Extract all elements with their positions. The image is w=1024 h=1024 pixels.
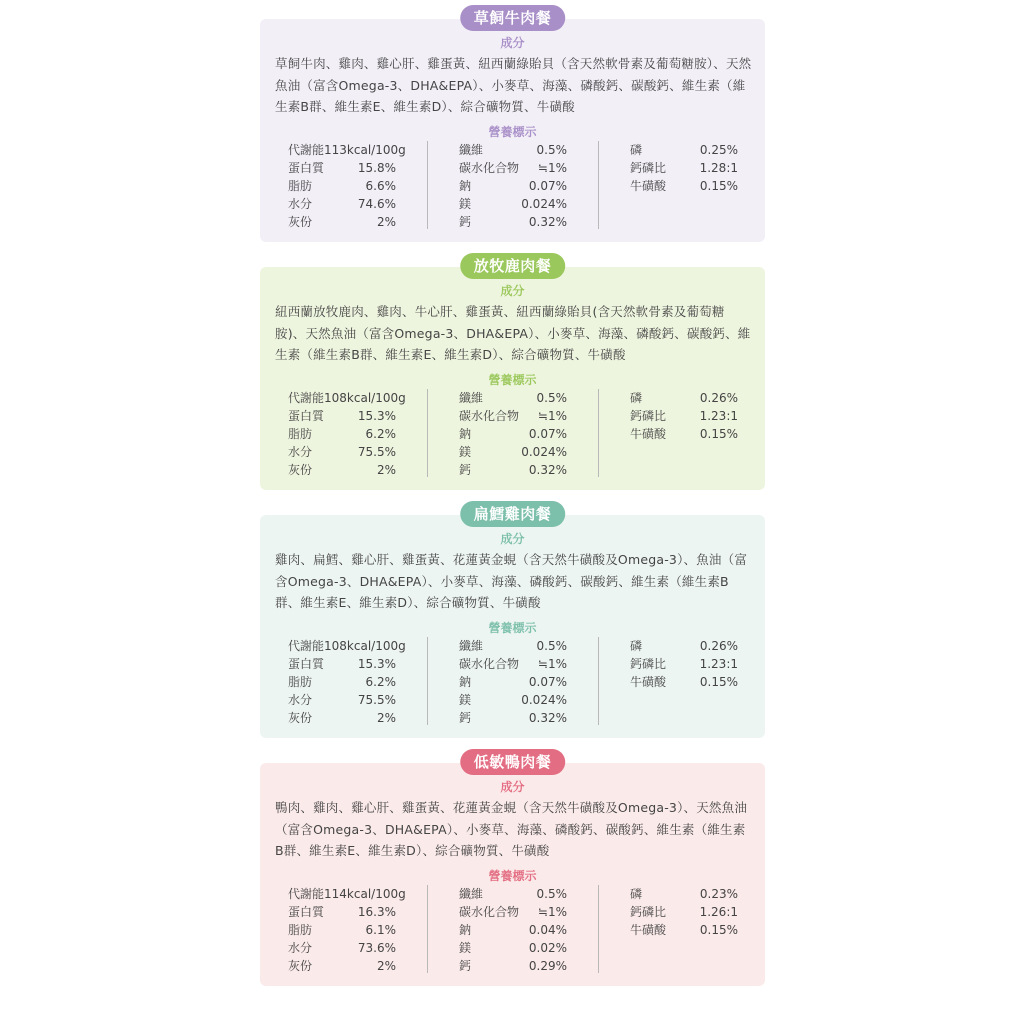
nutrient-name: 蛋白質 — [288, 905, 325, 919]
ingredients-text: 雞肉、扁鱈、雞心肝、雞蛋黃、花蓮黃金蜆（含天然牛磺酸及Omega-3）、魚油（富含Omega-3、DHA&EPA）、小麥草、海藻、磷酸鈣、碳酸鈣、維生素（維生素B群、維生素E、維生素D）、綜合礦物質、牛磺酸 — [275, 552, 748, 610]
nutrient-value: 114kcal/100g — [324, 887, 406, 901]
nutrient-value: 73.6% — [357, 941, 396, 955]
nutrient-value: 108kcal/100g — [324, 639, 406, 653]
nutrient-value: 0.15% — [699, 179, 738, 193]
nutrient-name: 纖維 — [459, 887, 484, 901]
nutrition-row — [288, 159, 396, 177]
product-title: 扁鱈雞肉餐 — [460, 501, 566, 527]
ingredients-text: 鴨肉、雞肉、雞心肝、雞蛋黃、花蓮黃金蜆（含天然牛磺酸及Omega-3）、天然魚油（富含Omega-3、DHA&EPA）、小麥草、海藻、磷酸鈣、碳酸鈣、維生素（維生素B群、維生素E、維生素D）、綜合礦物質、牛磺酸 — [275, 800, 748, 858]
nutrition-row — [459, 141, 567, 159]
nutrient-value: 0.23% — [699, 887, 738, 901]
nutrient-value: 6.2% — [365, 427, 396, 441]
nutrient-name: 纖維 — [459, 639, 484, 653]
nutrition-row — [459, 673, 567, 691]
nutrient-name: 牛磺酸 — [630, 923, 667, 937]
nutrient-name: 脂肪 — [288, 427, 313, 441]
nutrient-value: 0.5% — [536, 143, 567, 157]
nutrition-row — [630, 885, 738, 903]
nutrient-value: 0.26% — [699, 639, 738, 653]
nutrition-row — [288, 673, 396, 691]
nutrition-column-1 — [288, 637, 406, 727]
nutrient-value: 0.024% — [521, 693, 567, 707]
nutrition-column-3 — [630, 885, 738, 939]
product-title: 低敏鴨肉餐 — [460, 749, 566, 775]
nutrition-row — [630, 637, 738, 655]
nutrient-value: 0.024% — [521, 445, 567, 459]
nutrition-row — [630, 903, 738, 921]
nutrition-row — [630, 921, 738, 939]
nutrient-name: 脂肪 — [288, 179, 313, 193]
nutrition-heading: 營養標示 — [488, 621, 537, 635]
nutrient-name: 鈣 — [459, 711, 472, 725]
nutrient-value: 0.15% — [699, 427, 738, 441]
nutrient-name: 灰份 — [288, 215, 313, 229]
nutrient-value: 74.6% — [357, 197, 396, 211]
column-divider — [598, 637, 599, 725]
nutrient-name: 鎂 — [459, 197, 472, 211]
nutrition-row — [459, 195, 567, 213]
nutrient-value: ≒1% — [537, 409, 567, 423]
nutrition-row — [459, 389, 567, 407]
nutrient-name: 鎂 — [459, 693, 472, 707]
nutrient-name: 磷 — [630, 391, 643, 405]
nutrient-name: 代謝能 — [288, 143, 325, 157]
ingredients-text: 草飼牛肉、雞肉、雞心肝、雞蛋黃、紐西蘭綠貽貝（含天然軟骨素及葡萄糖胺）、天然魚油（富含Omega-3、DHA&EPA）、小麥草、海藻、磷酸鈣、碳酸鈣、維生素（維生素B群、維生素E、維生素D）、綜合礦物質、牛磺酸 — [275, 56, 752, 114]
nutrient-name: 灰份 — [288, 959, 313, 973]
nutrient-value: 108kcal/100g — [324, 391, 406, 405]
nutrition-column-2 — [459, 141, 567, 231]
nutrition-row — [459, 921, 567, 939]
nutrition-row — [288, 443, 396, 461]
nutrient-value: 15.3% — [357, 657, 396, 671]
nutrient-value: 0.15% — [699, 675, 738, 689]
column-divider — [598, 141, 599, 229]
nutrient-value: 0.5% — [536, 887, 567, 901]
nutrition-row — [459, 655, 567, 673]
nutrient-value: 0.29% — [528, 959, 567, 973]
nutrient-name: 牛磺酸 — [630, 179, 667, 193]
nutrient-name: 鈣 — [459, 463, 472, 477]
nutrient-value: 16.3% — [357, 905, 396, 919]
nutrition-row — [459, 957, 567, 975]
nutrient-name: 牛磺酸 — [630, 675, 667, 689]
nutrient-value: 15.8% — [357, 161, 396, 175]
nutrient-name: 灰份 — [288, 711, 313, 725]
nutrient-name: 脂肪 — [288, 923, 313, 937]
nutrient-name: 代謝能 — [288, 639, 325, 653]
nutrition-row — [288, 213, 396, 231]
nutrition-row — [459, 885, 567, 903]
column-divider — [427, 389, 428, 477]
nutrient-value: 0.32% — [528, 711, 567, 725]
column-divider — [598, 389, 599, 477]
nutrient-name: 水分 — [288, 941, 313, 955]
nutrient-value: 0.07% — [528, 179, 567, 193]
ingredients-text: 紐西蘭放牧鹿肉、雞肉、牛心肝、雞蛋黃、紐西蘭綠貽貝(含天然軟骨素及葡萄糖胺)、天然魚油（富含Omega-3、DHA&EPA）、小麥草、海藻、磷酸鈣、碳酸鈣、維生素（維生素B群、維生素E、維生素D）、綜合礦物質、牛磺酸 — [275, 304, 751, 362]
nutrient-value: 0.5% — [536, 639, 567, 653]
nutrition-row — [630, 159, 738, 177]
nutrient-value: ≒1% — [537, 161, 567, 175]
nutrition-row — [459, 407, 567, 425]
nutrition-row — [288, 921, 396, 939]
ingredients-heading: 成分 — [500, 532, 525, 546]
nutrient-value: 0.32% — [528, 215, 567, 229]
nutrition-row — [630, 673, 738, 691]
nutrition-row — [288, 637, 406, 655]
nutrient-value: 0.15% — [699, 923, 738, 937]
nutrient-name: 鎂 — [459, 941, 472, 955]
nutrient-name: 鈣磷比 — [630, 905, 667, 919]
nutrition-row — [630, 655, 738, 673]
nutrition-row — [459, 903, 567, 921]
nutrient-value: 6.2% — [365, 675, 396, 689]
nutrition-row — [288, 957, 396, 975]
nutrient-value: 0.07% — [528, 675, 567, 689]
column-divider — [427, 885, 428, 973]
nutrition-column-1 — [288, 885, 406, 975]
nutrient-value: 0.25% — [699, 143, 738, 157]
nutrition-row — [630, 141, 738, 159]
nutrition-row — [288, 885, 406, 903]
nutrient-name: 脂肪 — [288, 675, 313, 689]
nutrient-name: 鈉 — [459, 923, 472, 937]
nutrition-row — [459, 213, 567, 231]
nutrition-column-2 — [459, 389, 567, 479]
nutrient-value: 0.024% — [521, 197, 567, 211]
nutrient-name: 鎂 — [459, 445, 472, 459]
nutrition-row — [459, 425, 567, 443]
nutrient-value: 113kcal/100g — [324, 143, 406, 157]
nutrient-name: 鈣磷比 — [630, 409, 667, 423]
nutrition-row — [288, 709, 396, 727]
nutrition-row — [288, 407, 396, 425]
nutrition-row — [288, 425, 396, 443]
nutrition-row — [288, 177, 396, 195]
nutrition-row — [459, 939, 567, 957]
nutrient-name: 碳水化合物 — [459, 657, 520, 671]
nutrient-name: 碳水化合物 — [459, 905, 520, 919]
nutrition-row — [288, 389, 406, 407]
nutrient-value: 0.32% — [528, 463, 567, 477]
nutrition-row — [288, 903, 396, 921]
nutrient-name: 蛋白質 — [288, 161, 325, 175]
nutrient-value: 2% — [376, 959, 396, 973]
nutrient-name: 水分 — [288, 197, 313, 211]
nutrient-name: 磷 — [630, 143, 643, 157]
column-divider — [598, 885, 599, 973]
nutrient-value: 75.5% — [357, 693, 396, 707]
nutrient-name: 牛磺酸 — [630, 427, 667, 441]
nutrient-name: 纖維 — [459, 143, 484, 157]
nutrition-row — [459, 177, 567, 195]
nutrient-name: 磷 — [630, 887, 643, 901]
nutrition-row — [630, 407, 738, 425]
nutrition-row — [459, 159, 567, 177]
nutrient-value: 15.3% — [357, 409, 396, 423]
nutrition-row — [288, 939, 396, 957]
nutrient-value: ≒1% — [537, 905, 567, 919]
nutrition-column-3 — [630, 637, 738, 691]
nutrition-column-3 — [630, 389, 738, 443]
nutrient-name: 碳水化合物 — [459, 409, 520, 423]
nutrition-row — [288, 461, 396, 479]
nutrition-row — [288, 691, 396, 709]
ingredients-heading: 成分 — [500, 780, 525, 794]
nutrient-value: 0.26% — [699, 391, 738, 405]
product-title: 草飼牛肉餐 — [460, 5, 566, 31]
nutrition-column-1 — [288, 141, 406, 231]
nutrition-row — [459, 637, 567, 655]
ingredients-heading: 成分 — [500, 36, 525, 50]
column-divider — [427, 141, 428, 229]
nutrient-name: 鈣磷比 — [630, 161, 667, 175]
nutrient-name: 蛋白質 — [288, 657, 325, 671]
nutrient-value: 2% — [376, 711, 396, 725]
product-card-beef — [260, 9, 765, 242]
nutrient-value: 1.23:1 — [699, 657, 738, 671]
nutrient-name: 鈣 — [459, 959, 472, 973]
nutrient-name: 鈉 — [459, 427, 472, 441]
nutrition-column-2 — [459, 885, 567, 975]
nutrient-value: 0.5% — [536, 391, 567, 405]
nutrient-value: 2% — [376, 215, 396, 229]
nutrition-heading: 營養標示 — [488, 125, 537, 139]
nutrient-name: 鈣磷比 — [630, 657, 667, 671]
nutrition-column-1 — [288, 389, 406, 479]
nutrition-row — [459, 461, 567, 479]
nutrition-row — [288, 655, 396, 673]
nutrition-row — [288, 195, 396, 213]
nutrition-row — [459, 691, 567, 709]
nutrient-value: 0.02% — [528, 941, 567, 955]
nutrient-value: 0.04% — [528, 923, 567, 937]
nutrient-name: 灰份 — [288, 463, 313, 477]
nutrient-value: 1.26:1 — [699, 905, 738, 919]
nutrient-name: 蛋白質 — [288, 409, 325, 423]
nutrition-row — [630, 389, 738, 407]
nutrition-row — [630, 177, 738, 195]
nutrient-name: 碳水化合物 — [459, 161, 520, 175]
nutrient-name: 代謝能 — [288, 887, 325, 901]
nutrition-row — [288, 141, 406, 159]
product-title: 放牧鹿肉餐 — [460, 253, 566, 279]
nutrient-value: 2% — [376, 463, 396, 477]
nutrient-value: 0.07% — [528, 427, 567, 441]
nutrient-name: 鈉 — [459, 179, 472, 193]
nutrient-name: 纖維 — [459, 391, 484, 405]
nutrient-name: 鈉 — [459, 675, 472, 689]
nutrient-value: 75.5% — [357, 445, 396, 459]
nutrient-value: ≒1% — [537, 657, 567, 671]
nutrition-row — [459, 709, 567, 727]
nutrition-row — [459, 443, 567, 461]
product-card-duck — [260, 753, 765, 986]
nutrient-name: 代謝能 — [288, 391, 325, 405]
nutrient-value: 6.6% — [365, 179, 396, 193]
nutrition-column-3 — [630, 141, 738, 195]
product-card-halibut — [260, 505, 765, 738]
nutrient-value: 1.28:1 — [699, 161, 738, 175]
nutrient-name: 水分 — [288, 445, 313, 459]
nutrient-name: 鈣 — [459, 215, 472, 229]
nutrient-name: 磷 — [630, 639, 643, 653]
ingredients-heading: 成分 — [500, 284, 525, 298]
product-card-venison — [260, 257, 765, 490]
nutrition-column-2 — [459, 637, 567, 727]
nutrition-row — [630, 425, 738, 443]
nutrition-heading: 營養標示 — [488, 869, 537, 883]
nutrition-heading: 營養標示 — [488, 373, 537, 387]
nutrient-value: 1.23:1 — [699, 409, 738, 423]
nutrient-name: 水分 — [288, 693, 313, 707]
nutrient-value: 6.1% — [365, 923, 396, 937]
column-divider — [427, 637, 428, 725]
